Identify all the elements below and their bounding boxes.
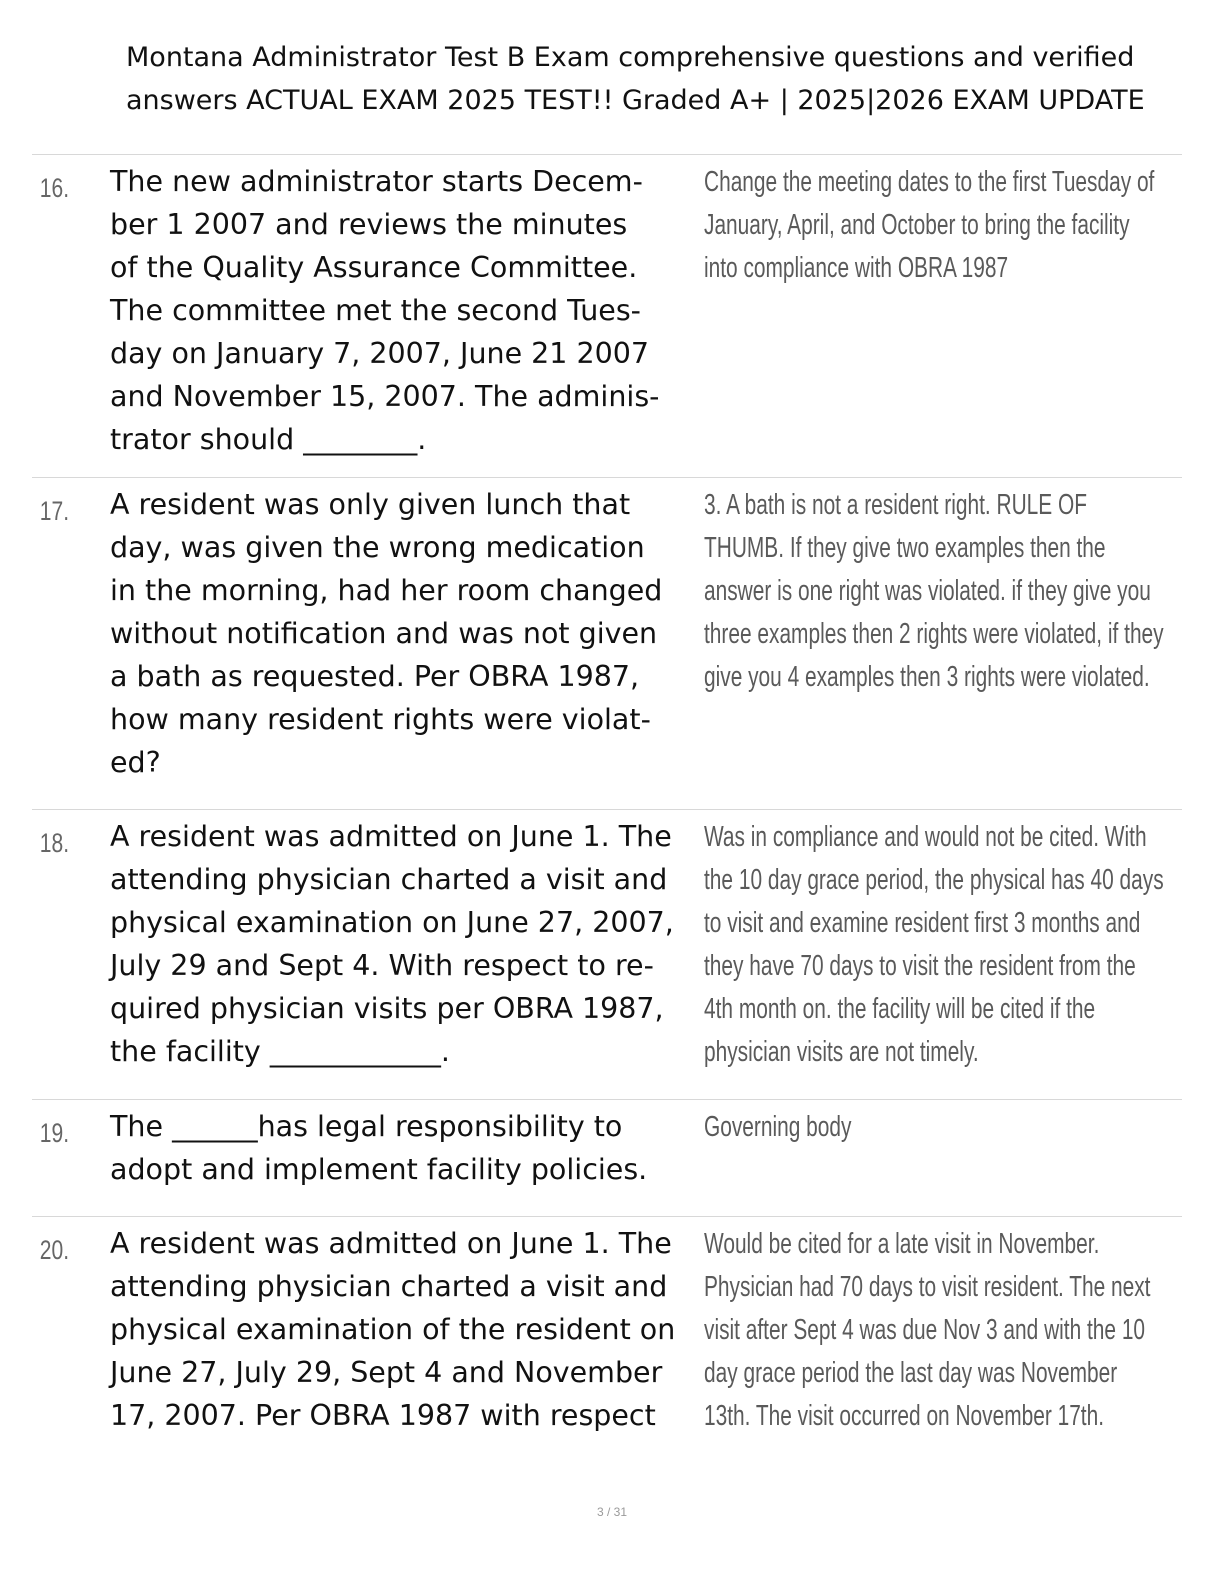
question-text	[110, 1100, 694, 1216]
question-line: A resident was admitted on June 1. The	[110, 1227, 672, 1260]
question-line: attending physician charted a visit and	[110, 1270, 668, 1303]
answer-cell	[694, 1100, 1182, 1216]
question-line: June 27, July 29, Sept 4 and November	[110, 1356, 663, 1389]
answer-cell	[694, 1217, 1182, 1456]
qa-item	[32, 1099, 1182, 1216]
question-line: July 29 and Sept 4. With respect to re-	[110, 949, 654, 982]
question-line: A resident was admitted on June 1. The	[110, 820, 672, 853]
question-line: without notification and was not given	[110, 617, 658, 650]
question-number: 17.	[39, 496, 70, 526]
answer-text: 3. A bath is not a resident right. RULE OF THUMB. If they give two examples then the answer is one right was violated. if they give you three examples then 2 rights were violated, if they give you 4 examples then 3 rights were violated.	[704, 489, 1164, 693]
question-line: of the Quality Assurance Committee.	[110, 251, 638, 284]
document-header	[126, 36, 1224, 122]
question-line: 17, 2007. Per OBRA 1987 with respect	[110, 1399, 656, 1432]
question-line: and November 15, 2007. The adminis-	[110, 380, 660, 413]
answer-text: Change the meeting dates to the first Tuesday of January, April, and October to bring the facility into compliance with OBRA 1987	[704, 166, 1155, 284]
question-text	[110, 155, 694, 477]
question-number: 19.	[39, 1118, 70, 1148]
question-line: how many resident rights were violat-	[110, 703, 651, 736]
page-indicator: 3 / 31	[596, 1505, 628, 1519]
question-line: a bath as requested. Per OBRA 1987,	[110, 660, 640, 693]
qa-list	[32, 154, 1182, 1456]
question-number: 18.	[39, 828, 70, 858]
question-line: trator should ________.	[110, 423, 427, 456]
qa-item	[32, 154, 1182, 477]
question-line: The committee met the second Tues-	[110, 294, 641, 327]
qa-item	[32, 477, 1182, 809]
question-line: attending physician charted a visit and	[110, 863, 668, 896]
question-line: ed?	[110, 746, 161, 779]
question-line: quired physician visits per OBRA 1987,	[110, 992, 664, 1025]
question-line: A resident was only given lunch that	[110, 488, 631, 521]
question-line: physical examination of the resident on	[110, 1313, 676, 1346]
header-title-line-2: answers ACTUAL EXAM 2025 TEST!! Graded A+ | 2025|2026 EXAM UPDATE	[126, 85, 1145, 116]
answer-cell	[694, 155, 1182, 477]
question-line: in the morning, had her room changed	[110, 574, 663, 607]
question-line: adopt and implement facility policies.	[110, 1153, 648, 1186]
question-line: The new administrator starts Decem-	[110, 165, 643, 198]
question-number: 20.	[39, 1235, 70, 1265]
answer-text: Was in compliance and would not be cited. With the 10 day grace period, the physical has 40 days to visit and examine resident first 3 months and they have 70 days to visit the resident from the 4th month on. the facility will be cited if the physician visits are not timely.	[704, 821, 1164, 1068]
header-title-line-1: Montana Administrator Test B Exam comprehensive questions and verified	[126, 42, 1135, 73]
question-line: the facility ____________.	[110, 1035, 450, 1068]
question-line: day on January 7, 2007, June 21 2007	[110, 337, 650, 370]
question-text	[110, 810, 694, 1099]
qa-item	[32, 1216, 1182, 1456]
question-line: physical examination on June 27, 2007,	[110, 906, 674, 939]
answer-cell	[694, 478, 1182, 809]
question-number: 16.	[39, 173, 70, 203]
question-line: ber 1 2007 and reviews the minutes	[110, 208, 628, 241]
question-text	[110, 478, 694, 809]
answer-text: Would be cited for a late visit in November. Physician had 70 days to visit resident. The next visit after Sept 4 was due Nov 3 and with the 10 day grace period the last day was November 13th. The visit occurred on November 17th.	[704, 1228, 1151, 1432]
question-line: day, was given the wrong medication	[110, 531, 645, 564]
qa-item	[32, 809, 1182, 1099]
answer-text: Governing body	[704, 1111, 852, 1143]
question-text	[110, 1217, 694, 1456]
question-line: The ______has legal responsibility to	[110, 1110, 623, 1143]
answer-cell	[694, 810, 1182, 1099]
